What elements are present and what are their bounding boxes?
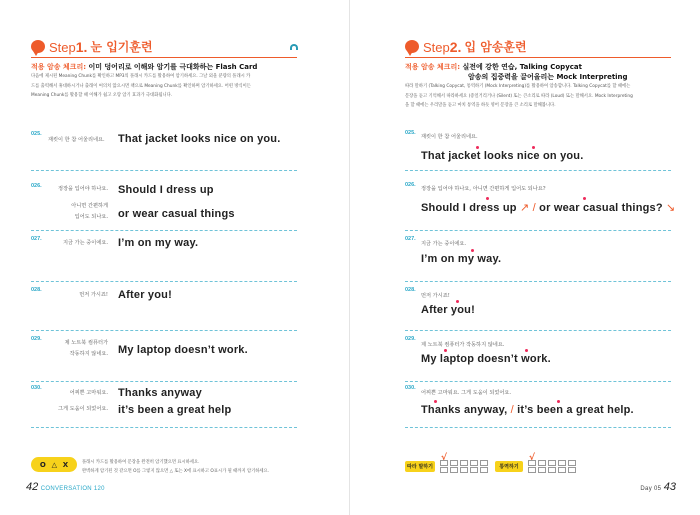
checkbox[interactable] (558, 467, 566, 473)
headphone-icon (290, 44, 298, 50)
divider (31, 427, 297, 428)
divider (405, 230, 671, 231)
english-sentence: I’m on my way. (118, 237, 199, 249)
speech-bubble-icon (31, 40, 45, 53)
checkbox[interactable] (440, 467, 448, 473)
divider (405, 381, 671, 382)
item-number: 028. (31, 287, 42, 293)
page-footer-right (640, 481, 676, 493)
interpret-label: 통역하기 (495, 461, 523, 472)
korean-sentence: 제 노트북 컴퓨터가 작동하지 않네요. (421, 342, 505, 348)
check-title-line2: 암송의 집중력을 끌어올리는 Mock Interpreting (468, 73, 628, 81)
stress-mark (532, 146, 535, 149)
divider (405, 281, 671, 282)
checkbox[interactable] (480, 467, 488, 473)
checkbox[interactable] (538, 467, 546, 473)
english-sentence: Thanks anyway, / it’s been a great help. (421, 404, 634, 416)
item-number: 025. (405, 130, 416, 136)
interpret-checkboxes[interactable] (528, 460, 577, 473)
page-number: 43 (663, 481, 676, 493)
korean-sentence: 어찌쁜 고마워요. 그게 도움이 되었어요. (421, 390, 512, 396)
divider (31, 230, 297, 231)
book-label: CONVERSATION 120 (40, 486, 105, 492)
item-number: 030. (405, 385, 416, 391)
korean-sentence: 제 노트북 컴퓨터가 작동하지 않네요. (64, 340, 108, 357)
item-number: 030. (31, 385, 42, 391)
self-check-note: 완벽하게 암기된 것 같으면 O를 그렇지 않으면 △ 또는 X에 표시하고 O표시가 될 때까지 암기하세요. (82, 469, 270, 474)
copycat-label: 따라 말하기 (405, 461, 435, 472)
page-footer-left (26, 481, 105, 493)
korean-sentence: 재킷이 한 참 어울리네요. (48, 137, 105, 143)
checkbox[interactable] (480, 460, 488, 466)
stress-mark (444, 349, 447, 352)
step-title: 눈 입기훈련 (90, 40, 153, 54)
korean-sentence: 정장을 입어야 하나요, 아니면 간편하게 입어도 되나요? (421, 186, 546, 192)
checkbox[interactable] (538, 460, 546, 466)
step-number: 2. (449, 39, 462, 55)
korean-sentence: 어찌쁜 고마워요. 그게 도움이 되었어요. (57, 390, 108, 412)
korean-sentence: 지금 가는 중이에요. (62, 240, 108, 246)
stress-mark (476, 146, 479, 149)
divider (31, 381, 297, 382)
checkbox[interactable] (528, 460, 536, 466)
check-tick-icon: √ (441, 453, 448, 463)
check-description: 다음에 제시된 Meaning Chunk를 확인하고 MP3의 플래시 카드를 활용하여 암기하세요. 그날 외울 분량의 플래시 카 드를 출력해서 휴대하시거나 출래이 여의치 않으시면 책으로 Meaning Chunk를 확인하며 암기하세요. 어떤 방식이든 Meaning Chunk를 활용할 때 이해가 쉽고 오랑 암기 효과가 극대화됩니다. (31, 74, 251, 98)
x-mark[interactable]: X (62, 460, 69, 469)
checkbox[interactable] (470, 460, 478, 466)
triangle-mark[interactable]: △ (51, 460, 57, 469)
checkbox[interactable] (470, 467, 478, 473)
stress-mark (456, 300, 459, 303)
korean-sentence: 재킷이 한 참 어울리네요. (421, 134, 478, 140)
english-sentence: Thanks anyway (118, 387, 202, 399)
item-number: 027. (31, 236, 42, 242)
divider (405, 427, 671, 428)
checkbox[interactable] (558, 460, 566, 466)
self-check-oax[interactable] (31, 457, 77, 472)
stress-mark (486, 197, 489, 200)
checkbox[interactable] (548, 460, 556, 466)
divider (405, 170, 671, 171)
english-sentence: it’s been a great help (118, 404, 232, 416)
english-sentence: That jacket looks nice on you. (421, 150, 584, 162)
checkbox[interactable] (548, 467, 556, 473)
stress-mark (471, 249, 474, 252)
english-sentence: After you! (421, 304, 475, 316)
korean-sentence: 먼저 가시죠! (79, 292, 108, 298)
step-title: 입 암송훈련 (464, 40, 527, 54)
checkbox[interactable] (528, 467, 536, 473)
page-number: 42 (26, 481, 39, 493)
check-title: 적용 암송 체크리: 실전에 강한 연습, Talking Copycat (405, 63, 582, 71)
stress-mark (583, 197, 586, 200)
checkbox[interactable] (450, 467, 458, 473)
check-tick-icon: √ (529, 453, 536, 463)
item-number: 025. (31, 131, 42, 137)
o-mark[interactable]: O (39, 460, 46, 469)
speech-bubble-icon (405, 40, 419, 53)
english-sentence: Should I dress up ↗ / or wear casual things? ↘ (421, 202, 676, 214)
korean-sentence: 먼저 가시죠! (421, 293, 450, 299)
step2-header (405, 38, 527, 55)
korean-sentence: 정장을 입어야 하나요. 아니면 간편하게 입어도 되나요. (57, 186, 108, 220)
step-word: Step (423, 40, 450, 55)
step1-header (31, 38, 153, 55)
check-description: 따라 말하기 (Talking Copycat, 통역하기 (Mock Interpreting)를 활용하여 암송합니다. Talking Copycat를 할 때에는 문장을 듣고 기억해서 따라하세요 (증얼거리거나 (Silent) 또는 큰소리로 따라 (Loud) 또는 말해서요. Mock Interpreting 을 할 때에는 우리말을 듣고 마치 통역을 하듯 영어 문장을 큰 소리로 말해봅니다. (405, 84, 633, 108)
divider (31, 330, 297, 331)
english-sentence: After you! (118, 289, 172, 301)
stress-mark (525, 349, 528, 352)
english-sentence: Should I dress up (118, 184, 214, 196)
step-word: Step (49, 40, 76, 55)
copycat-checkboxes[interactable] (440, 460, 489, 473)
checkbox[interactable] (568, 460, 576, 466)
divider (405, 330, 671, 331)
checkbox[interactable] (460, 460, 468, 466)
checkbox[interactable] (460, 467, 468, 473)
checkbox[interactable] (450, 460, 458, 466)
korean-sentence: 지금 가는 중이에요. (421, 241, 467, 247)
check-title: 적용 암송 체크리: 이미 덩어리로 이해와 암기를 극대화하는 Flash Card (31, 63, 258, 71)
english-sentence: or wear casual things (118, 208, 235, 220)
item-number: 027. (405, 236, 416, 242)
right-page (350, 0, 700, 515)
step-rule (405, 57, 671, 58)
step-number: 1. (75, 39, 88, 55)
item-number: 029. (405, 336, 416, 342)
checkbox[interactable] (440, 460, 448, 466)
divider (31, 170, 297, 171)
english-sentence: My laptop doesn’t work. (118, 344, 248, 356)
item-number: 026. (405, 182, 416, 188)
english-sentence: I’m on my way. (421, 253, 502, 265)
english-sentence: My laptop doesn’t work. (421, 353, 551, 365)
item-number: 029. (31, 336, 42, 342)
stress-mark (557, 400, 560, 403)
item-number: 028. (405, 287, 416, 293)
english-sentence: That jacket looks nice on you. (118, 133, 281, 145)
day-label: Day 05 (640, 486, 662, 492)
step-rule (31, 57, 297, 58)
self-check-note: 플래시 카드를 활용하여 문장을 완전히 암기했으면 표시하세요. (82, 460, 200, 465)
stress-mark (434, 400, 437, 403)
item-number: 026. (31, 183, 42, 189)
divider (31, 281, 297, 282)
checkbox[interactable] (568, 467, 576, 473)
